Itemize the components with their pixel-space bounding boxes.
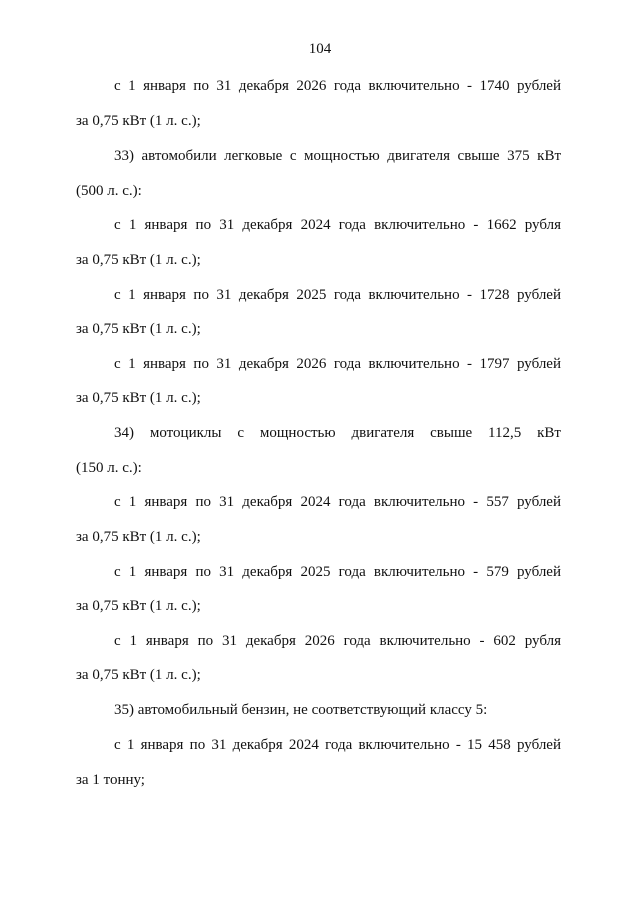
text-line: за 0,75 кВт (1 л. с.);	[76, 390, 201, 406]
text-line: за 0,75 кВт (1 л. с.);	[76, 252, 201, 268]
text-line: с 1 января по 31 декабря 2025 года включительно - 1728 рублей	[114, 287, 561, 303]
text-line: с 1 января по 31 декабря 2026 года включительно - 1797 рублей	[114, 356, 561, 372]
list-item-34-heading: 34) мотоциклы с мощностью двигателя свыше 112,5 кВт	[114, 425, 561, 441]
text-line: с 1 января по 31 декабря 2026 года включительно - 1740 рублей	[114, 78, 561, 94]
text-line: за 0,75 кВт (1 л. с.);	[76, 529, 201, 545]
list-item-33-heading: 33) автомобили легковые с мощностью двигателя свыше 375 кВт	[114, 148, 561, 164]
text-line: с 1 января по 31 декабря 2024 года включительно - 1662 рубля	[114, 217, 561, 233]
text-line: за 1 тонну;	[76, 772, 145, 788]
list-item-35-heading: 35) автомобильный бензин, не соответствующий классу 5:	[114, 702, 488, 718]
text-line: (150 л. с.):	[76, 460, 142, 476]
text-line: за 0,75 кВт (1 л. с.);	[76, 321, 201, 337]
text-line: за 0,75 кВт (1 л. с.);	[76, 113, 201, 129]
text-line: (500 л. с.):	[76, 183, 142, 199]
page-number: 104	[308, 41, 332, 57]
text-line: за 0,75 кВт (1 л. с.);	[76, 667, 201, 683]
text-line: с 1 января по 31 декабря 2024 года включительно - 15 458 рублей	[114, 737, 561, 753]
text-line: с 1 января по 31 декабря 2026 года включительно - 602 рубля	[114, 633, 561, 649]
text-line: за 0,75 кВт (1 л. с.);	[76, 598, 201, 614]
text-line: с 1 января по 31 декабря 2024 года включительно - 557 рублей	[114, 494, 561, 510]
text-line: с 1 января по 31 декабря 2025 года включительно - 579 рублей	[114, 564, 561, 580]
